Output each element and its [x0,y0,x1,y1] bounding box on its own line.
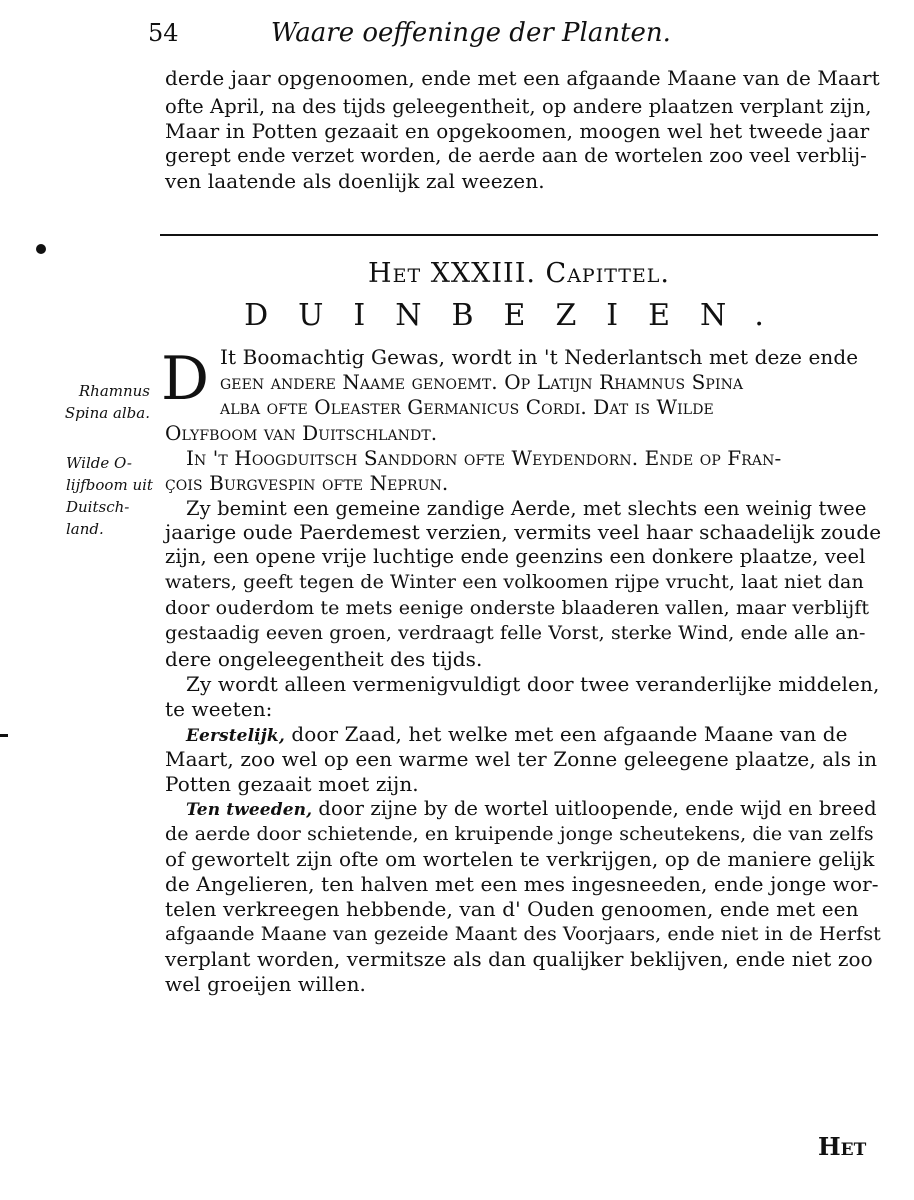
text-line: It Boomachtig Gewas, wordt in 't Nederlantsch met deze ende [220,345,859,369]
text-run: door zijne by de wortel uitloopende, ende wijd en breed [318,797,877,820]
running-head [148,18,671,48]
text-line: Zy bemint een gemeine zandige Aerde, met slechts een weinig twee [186,497,867,520]
text-line: Olyfboom van Duitschlandt. [165,421,438,445]
margin-note-line: land. [66,520,104,538]
text-line: dere ongeleegentheit des tijds. [165,647,483,671]
margin-note-latin [40,380,150,424]
ink-blot [36,244,46,254]
chapter-title: DUINBEZIEN. [244,298,794,333]
margin-note-line: Rhamnus [78,382,150,400]
ink-mark [0,734,8,737]
text-line [186,797,880,822]
text-line: telen verkreegen hebbende, van d' Ouden genoomen, ende met een [165,897,859,921]
text-line: Zy wordt alleen vermenigvuldigt door twee veranderlijke middelen, [186,672,880,696]
running-title: Waare oeffeninge der Planten. [270,18,671,48]
paragraph-lead: Ten tweeden, [186,800,313,820]
text-line: de aerde door schietende, en kruipende jonge scheutekens, die van zelfs [165,823,874,845]
text-line: waters, geeft tegen de Winter een volkoomen rijpe vrucht, laat niet dan [165,571,864,593]
text-line: te weeten: [165,697,273,721]
paragraph-lead: Eerstelijk, [186,726,285,746]
text-line: geen andere Naame genoemt. Op Latijn Rhamnus Spina [220,370,744,394]
margin-note-line: Spina alba. [64,404,150,422]
text-line [186,722,880,748]
text-line: gestaadig eeven groen, verdraagt felle Vorst, sterke Wind, ende alle an- [165,622,866,644]
text-line: zijn, een opene vrije luchtige ende geenzins een donkere plaatze, veel [165,545,866,568]
text-line: wel groeijen willen. [165,972,367,996]
margin-note-line: Duitsch- [66,498,130,516]
text-line: jaarige oude Paerdemest verzien, vermits veel haar schaadelijk zoude [165,520,882,544]
text-line: Maart, zoo wel op een warme wel ter Zonne geleegene plaatze, als in [165,747,878,771]
page-number: 54 [148,19,179,47]
text-run: door Zaad, het welke met een afgaande Maane van de [291,722,848,746]
margin-note-line: lijfboom uit [66,476,153,494]
margin-note-line: Wilde O- [66,454,132,472]
text-line: Potten gezaait moet zijn. [165,772,419,796]
text-line: of gewortelt zijn ofte om wortelen te verkrijgen, op de maniere gelijk [165,847,875,871]
text-line: door ouderdom te mets eenige onderste blaaderen vallen, maar verblijft [165,597,870,619]
text-line: afgaande Maane van gezeide Maant des Voorjaars, ende niet in de Herfst [165,923,881,945]
text-line: Maar in Potten gezaait en opgekoomen, moogen wel het tweede jaar [165,119,870,143]
text-line: de Angelieren, ten halven met een mes ingesneeden, ende jonge wor- [165,872,879,896]
text-line: alba ofte Oleaster Germanicus Cordi. Dat is Wilde [220,395,714,419]
text-line: ofte April, na des tijds geleegentheit, op andere plaatzen verplant zijn, [165,95,872,118]
chapter-heading: Het XXXIII. Capittel. [368,258,670,289]
text-line: In 't Hoogduitsch Sanddorn ofte Weydendorn. Ende op Fran- [186,446,782,470]
text-line: gerept ende verzet worden, de aerde aan de wortelen zoo veel verblij- [165,144,867,167]
catchword: Het [818,1132,867,1161]
text-line: verplant worden, vermitsze als dan qualijker beklijven, ende niet zoo [165,947,873,971]
drop-cap: D [161,344,210,414]
text-line: derde jaar opgenoomen, ende met een afgaande Maane van de Maart [165,66,880,90]
text-line: çois Burgvespin ofte Neprun. [165,471,449,495]
section-rule [160,234,878,236]
text-line: ven laatende als doenlijk zal weezen. [165,169,545,193]
